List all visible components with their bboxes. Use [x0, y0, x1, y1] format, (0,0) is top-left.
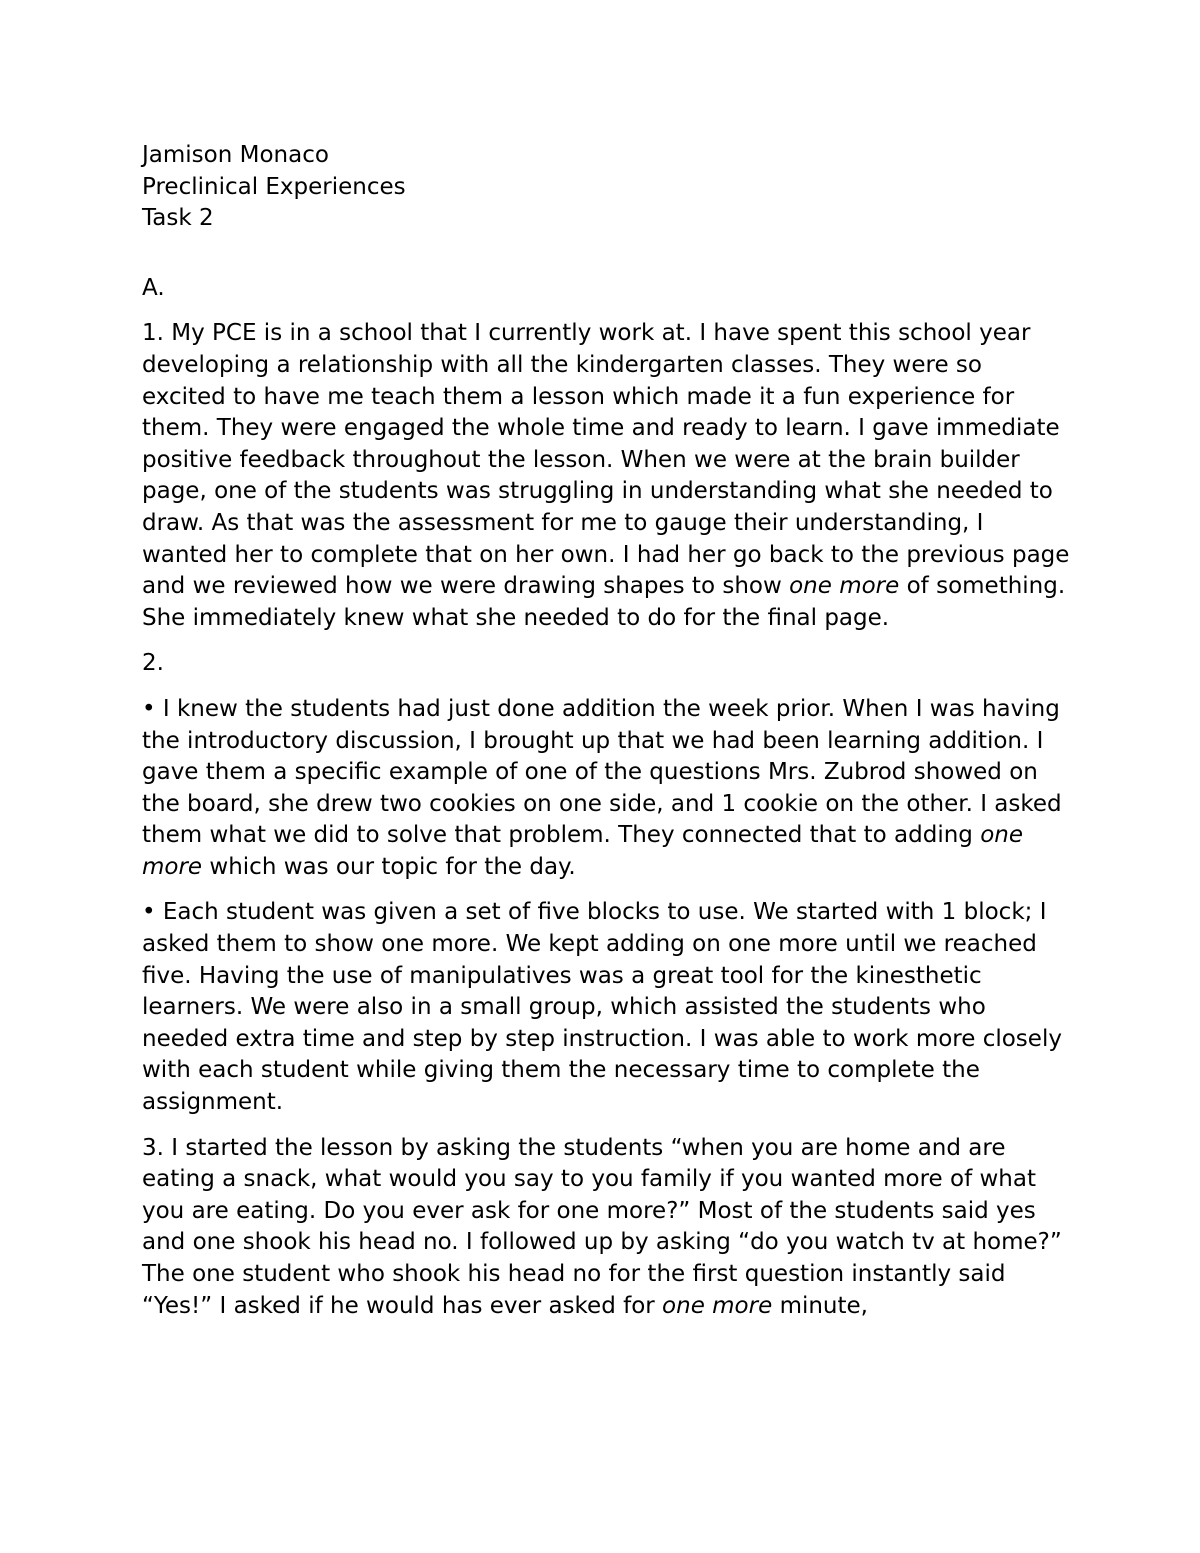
bullet-icon: •	[142, 899, 156, 926]
bullet-1-emphasis: one more	[142, 822, 1024, 880]
answer-1-emphasis: one more	[789, 573, 900, 600]
answer-1-text: My PCE is in a school that I currently work at. I have spent this school year developing a relationship with all the kindergarten classes. They were so excited to have me teach them a lesson which made it a fun experience for them. They were engaged the whole time and ready to learn. I gave immediate positive feedback throughout the lesson. When we were at the brain builder page, one of the students was struggling in understanding what she needed to draw. As that was the assessment for me to gauge their understanding, I wanted her to complete that on her own. I had her go back to the previous page and we reviewed how we were drawing shapes to show	[142, 320, 1070, 600]
answer-2-number: 2.	[142, 650, 164, 677]
answer-2-bullet-1	[142, 694, 1072, 884]
answer-1	[142, 318, 1072, 634]
document-body	[142, 140, 1072, 1322]
answer-2-bullet-2	[142, 897, 1072, 1118]
course-title: Preclinical Experiences	[142, 173, 406, 200]
bullet-1-text: I knew the students had just done addition the week prior. When I was having the introductory discussion, I brought up that we had been learning addition. I gave them a specific example of one of the questions Mrs. Zubrod showed on the board, she drew two cookies on one side, and 1 cookie on the other. I asked them what we did to solve that problem. They connected that to adding	[142, 695, 1062, 849]
answer-1-number: 1.	[142, 320, 164, 347]
task-title: Task 2	[142, 205, 214, 232]
answer-1-text-end: of something. She immediately knew what she needed to do for the final page.	[142, 573, 1066, 631]
answer-3	[142, 1133, 1072, 1323]
bullet-2-text: Each student was given a set of five blocks to use. We started with 1 block; I asked them to show one more. We kept adding on one more until we reached five. Having the use of manipulatives was a great tool for the kinesthetic learners. We were also in a small group, which assisted the students who needed extra time and step by step instruction. I was able to work more closely with each student while giving them the necessary time to complete the assignment.	[142, 899, 1062, 1116]
answer-3-text: I started the lesson by asking the students “when you are home and are eating a snack, what would you say to you family if you wanted more of what you are eating. Do you ever ask for one more?” Most of the students said yes and one shook his head no. I followed up by asking “do you watch tv at home?” The one student who shook his head no for the first question instantly said “Yes!” I asked if he would has ever asked for	[142, 1134, 1062, 1319]
author-name: Jamison Monaco	[142, 142, 329, 168]
section-label: A.	[142, 274, 165, 301]
header-block	[142, 140, 1072, 235]
answer-3-text-end: minute,	[779, 1292, 868, 1319]
bullet-icon: •	[142, 695, 156, 722]
bullet-1-text-end: which was our topic for the day.	[209, 853, 576, 880]
answer-3-emphasis: one more	[662, 1292, 773, 1319]
answer-3-number: 3.	[142, 1134, 164, 1161]
